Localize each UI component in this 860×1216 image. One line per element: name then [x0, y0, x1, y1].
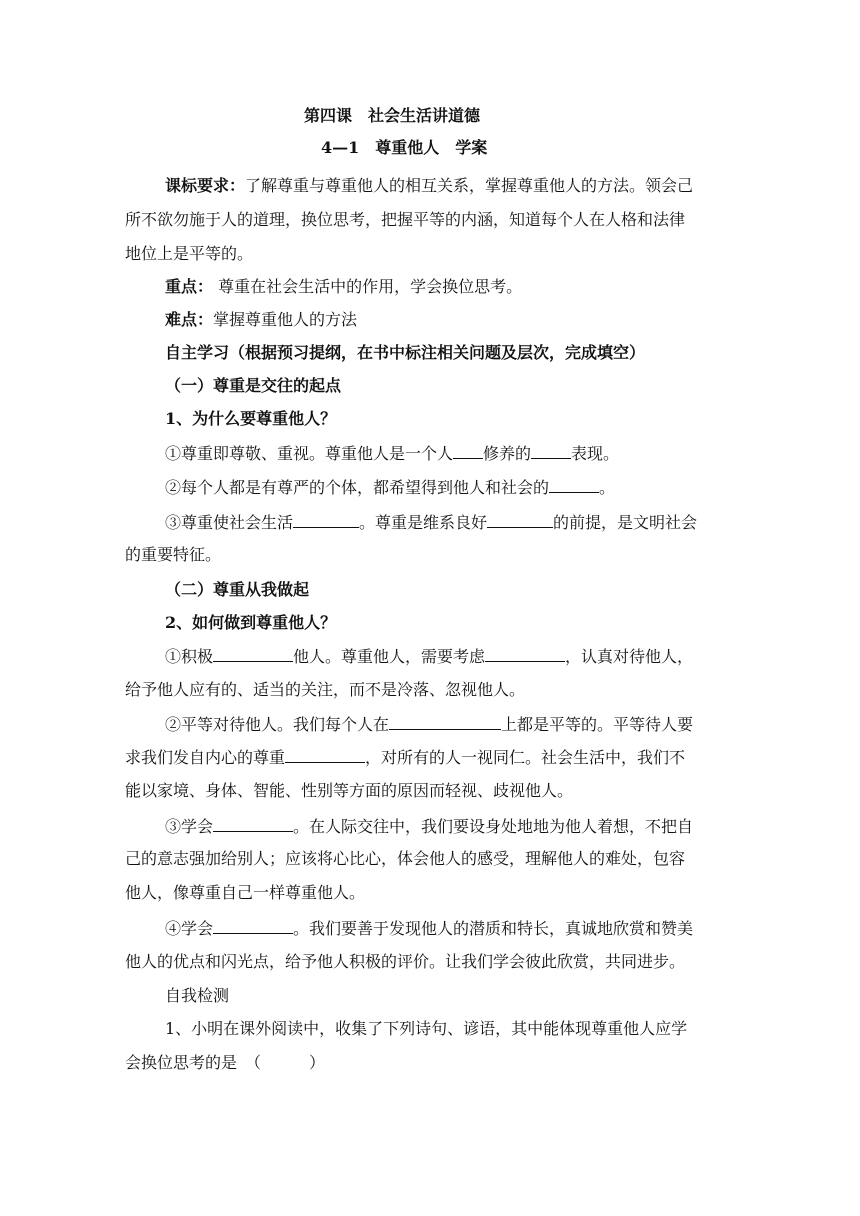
- requirement-line-2: 所不欲勿施于人的道理，换位思考，把握平等的内涵，知道每个人在人格和法律: [125, 210, 686, 229]
- q1-item-2-text-b: 。: [599, 478, 616, 497]
- q1-item-3: [165, 512, 697, 533]
- section-2-heading: （二）尊重从我做起: [165, 580, 310, 599]
- requirement-label: 课标要求：: [165, 176, 246, 195]
- question-2-heading: 2、如何做到尊重他人？: [165, 613, 337, 632]
- q2-item-3: [165, 816, 693, 837]
- q2-item-3-cont: 己的意志强加给别人；应该将心比心，体会他人的感受，理解他人的难处，包容: [125, 849, 686, 868]
- q2-item-3-cont-2: 他人，像尊重自己一样尊重他人。: [125, 883, 366, 902]
- q2-item-3-text-a: ③学会: [165, 817, 214, 836]
- q1-item-3-text-c: 的前提，是文明社会: [553, 513, 698, 532]
- key-point-label: 重点：: [165, 277, 214, 296]
- fill-blank[interactable]: [487, 512, 553, 528]
- q2-item-1-text-a: ①积极: [165, 647, 214, 666]
- fill-blank[interactable]: [531, 443, 571, 459]
- key-point: [165, 277, 522, 297]
- q2-item-2-text-a: ②平等对待他人。我们每个人在: [165, 715, 390, 734]
- fill-blank[interactable]: [285, 747, 365, 763]
- q1-item-3-text-b: 。尊重是维系良好: [359, 513, 488, 532]
- check-question-1-cont: 会换位思考的是 （ ）: [125, 1053, 326, 1072]
- requirement-line-1: [165, 176, 693, 196]
- self-study-heading: 自主学习（根据预习提纲，在书中标注相关问题及层次，完成填空）: [165, 343, 646, 362]
- fill-blank[interactable]: [485, 646, 565, 662]
- key-point-text: 尊重在社会生活中的作用，学会换位思考。: [218, 277, 523, 296]
- lesson-title: 第四课 社会生活讲道德: [304, 106, 481, 125]
- q2-item-2-text-b: 上都是平等的。平等待人要: [501, 715, 694, 734]
- check-question-1: 1、小明在课外阅读中，收集了下列诗句、谚语，其中能体现尊重他人应学: [165, 1019, 688, 1038]
- q1-item-3-cont: 的重要特征。: [125, 545, 222, 564]
- q2-item-2-cont: [125, 747, 685, 768]
- question-1-heading: 1、为什么要尊重他人？: [165, 409, 337, 428]
- q2-item-2-cont-2: 能以家境、身体、智能、性别等方面的原因而轻视、歧视他人。: [125, 781, 574, 800]
- fill-blank[interactable]: [549, 477, 599, 493]
- fill-blank[interactable]: [213, 646, 293, 662]
- q2-item-1-text-b: 他人。尊重他人，需要考虑: [293, 647, 486, 666]
- difficult-point-label: 难点：: [165, 310, 214, 329]
- q1-item-3-text-a: ③尊重使社会生活: [165, 513, 294, 532]
- q1-item-1: [165, 443, 619, 464]
- fill-blank[interactable]: [213, 816, 293, 832]
- q1-item-1-text-b: 修养的: [483, 444, 532, 463]
- difficult-point-text: 掌握尊重他人的方法: [213, 310, 358, 329]
- q1-item-1-text-c: 表现。: [571, 444, 620, 463]
- q2-item-1-text-c: ，认真对待他人，: [565, 647, 694, 666]
- q2-item-2: [165, 714, 693, 735]
- fill-blank[interactable]: [453, 443, 483, 459]
- fill-blank[interactable]: [389, 714, 501, 730]
- q2-item-2-text-c: 求我们发自内心的尊重: [125, 748, 286, 767]
- section-1-heading: （一）尊重是交往的起点: [165, 376, 342, 395]
- fill-blank[interactable]: [213, 918, 293, 934]
- q1-item-2: [165, 477, 615, 498]
- q1-item-1-text-a: ①尊重即尊敬、重视。尊重他人是一个人: [165, 444, 454, 463]
- difficult-point: [165, 310, 357, 330]
- lesson-subtitle: 4—1 尊重他人 学案: [321, 138, 488, 157]
- q2-item-4-cont: 他人的优点和闪光点，给予他人积极的评价。让我们学会彼此欣赏，共同进步。: [125, 952, 686, 971]
- q1-item-2-text-a: ②每个人都是有尊严的个体，都希望得到他人和社会的: [165, 478, 550, 497]
- q2-item-3-text-b: 。在人际交往中，我们要设身处地地为他人着想，不把自: [293, 817, 694, 836]
- requirement-text-1: 了解尊重与尊重他人的相互关系，掌握尊重他人的方法。领会己: [245, 176, 694, 195]
- q2-item-4-text-a: ④学会: [165, 919, 214, 938]
- q2-item-1: [165, 646, 693, 667]
- requirement-line-3: 地位上是平等的。: [125, 244, 254, 263]
- q2-item-4-text-b: 。我们要善于发现他人的潜质和特长，真诚地欣赏和赞美: [293, 919, 694, 938]
- q2-item-1-cont: 给予他人应有的、适当的关注，而不是冷落、忽视他人。: [125, 680, 526, 699]
- self-check-heading: 自我检测: [165, 986, 230, 1005]
- fill-blank[interactable]: [293, 512, 359, 528]
- q2-item-2-text-d: ，对所有的人一视同仁。社会生活中，我们不: [365, 748, 686, 767]
- q2-item-4: [165, 918, 693, 939]
